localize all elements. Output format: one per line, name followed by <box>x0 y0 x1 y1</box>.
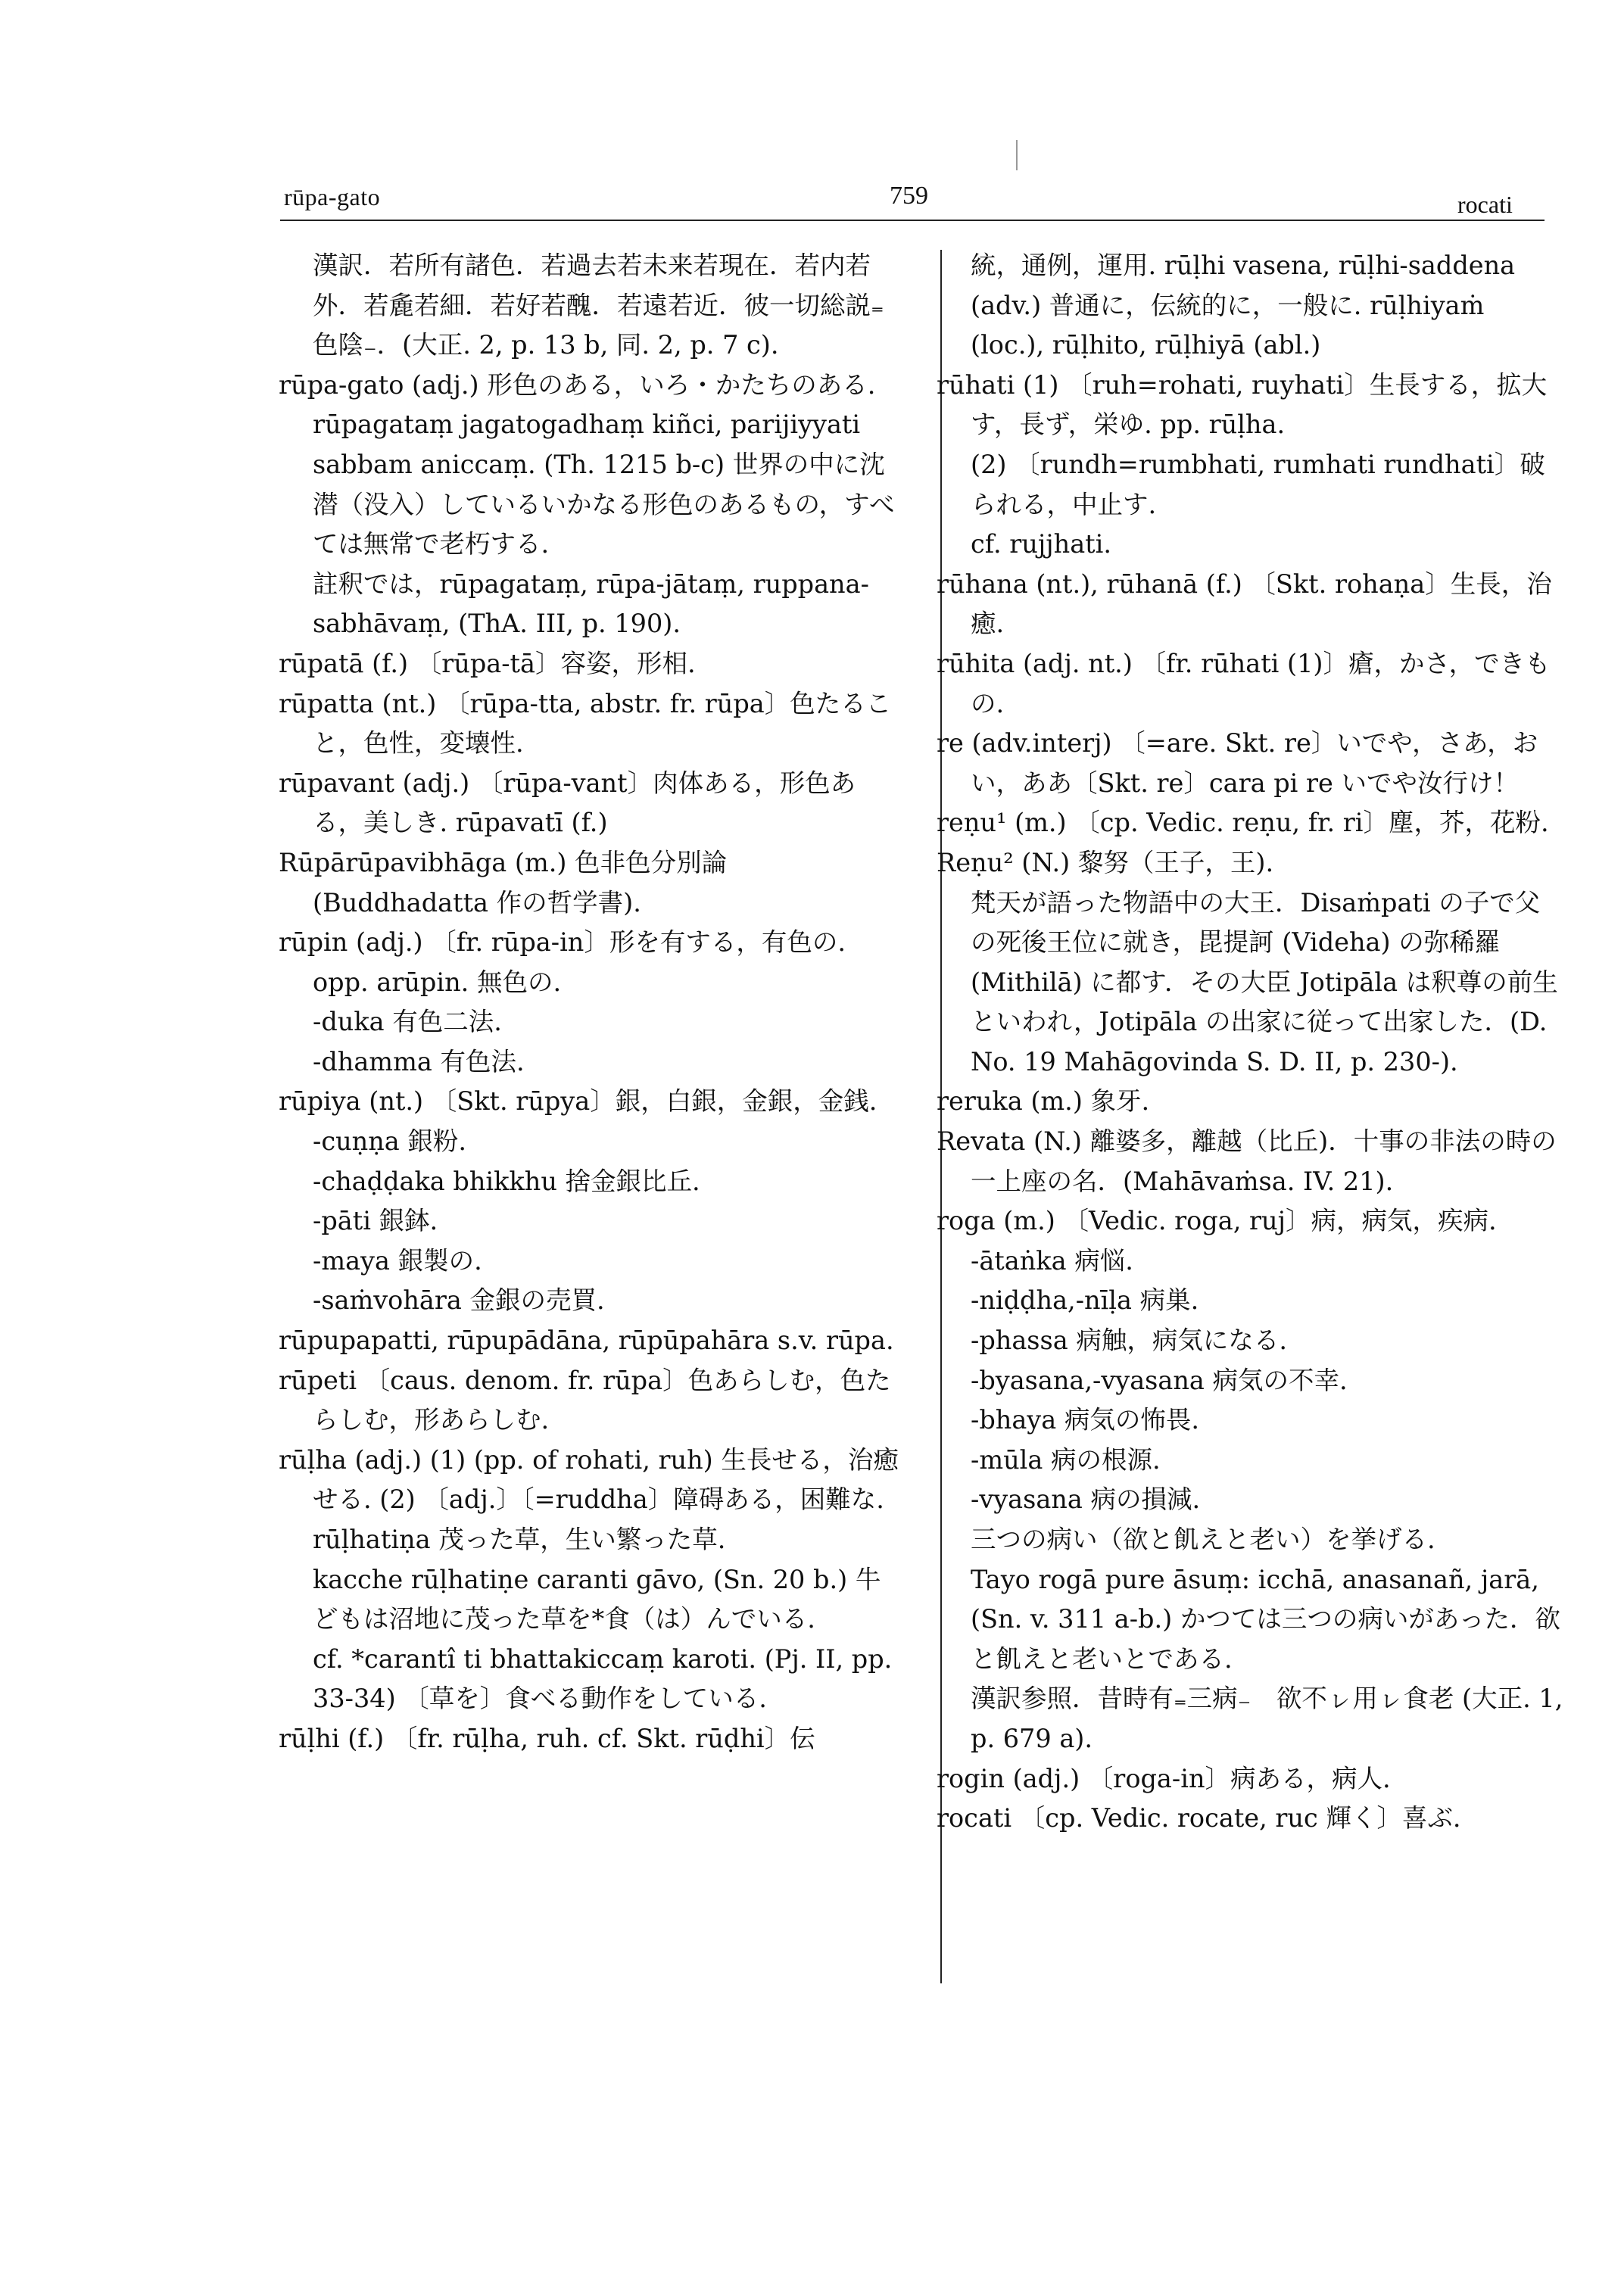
dict-entry: rūpiya (nt.) 〔Skt. rūpya〕銀，白銀，金銀，金銭. <box>279 1086 877 1117</box>
dict-text: -ātaṅka 病悩. <box>971 1245 1133 1276</box>
dict-text: -saṁvohāra 金銀の売買. <box>313 1285 605 1316</box>
dict-text: -niḍḍha,-nīḷa 病巣. <box>971 1285 1199 1316</box>
page-number: 759 <box>890 182 928 210</box>
dict-text: -byasana,-vyasana 病気の不幸. <box>971 1365 1348 1395</box>
running-head-left: rūpa-gato <box>284 183 381 210</box>
dict-text: 三つの病い（欲と飢えと老い）を挙げる. <box>971 1525 1435 1554</box>
dict-text: -pāti 銀鉢. <box>313 1206 438 1236</box>
scan-mark <box>1016 140 1018 170</box>
dict-entry: Rūpārūpavibhāga (m.) 色非色分別論 (Buddhadatta 作の哲学書). <box>279 847 735 918</box>
dict-text: -duka 有色二法. <box>313 1007 502 1037</box>
dict-entry: roga (m.) 〔Vedic. roga, ruj〕病，病気，疾病. <box>937 1206 1497 1236</box>
dict-entry: rūpatā (f.) 〔rūpa-tā〕容姿，形相. <box>279 648 696 678</box>
dict-text: kacche rūḷhatiṇe caranti gāvo, (Sn. 20 b.) 牛どもは沼地に茂った草を*食（は）んでいる. <box>313 1564 881 1634</box>
dict-text: 漢訳参照．昔時有₌三病₋ 欲不ㇾ用ㇾ食老 (大正. 1, p. 679 a). <box>971 1684 1571 1753</box>
dict-text: cf. rujjhati. <box>971 529 1112 559</box>
dict-text: -phassa 病触，病気になる. <box>971 1326 1287 1356</box>
header-rule <box>280 220 1545 221</box>
dict-entry: re (adv.interj) 〔=are. Skt. re〕いでや，さあ，おい，ああ〔Skt. re〕cara pi re いでや汝行け！ <box>937 728 1538 798</box>
dict-text: -cuṇṇa 銀粉. <box>313 1126 467 1157</box>
dict-text: Tayo rogā pure āsuṃ: icchā, anasanañ, jarā, (Sn. v. 311 a-b.) かつては三つの病いがあった．欲と飢えと老いとである. <box>971 1564 1560 1674</box>
dict-entry: rūḷhi (f.) 〔fr. rūḷha, ruh. cf. Skt. rūḍhi〕伝 <box>279 1723 815 1753</box>
dict-text: -vyasana 病の損減. <box>971 1485 1201 1515</box>
running-head-right: rocati <box>1457 191 1513 218</box>
dict-text: rūpagataṃ jagatogadhaṃ kiñci, parijiyyati sabbam aniccaṃ. (Th. 1215 b-c) 世界の中に沈潜（没入）しているいかなる形色のあるもの，すべては無常で老朽する. <box>313 410 895 559</box>
dict-text: 梵天が語った物語中の大王．Disaṁpati の子で父の死後王位に就き，毘提訶 (Videha) の弥稀羅 (Mithilā) に都す．その大臣 Jotipāla は釈尊の前生といわれ，Jotipāla の出家に従って出家した．(D. No. 19 Mahāgovinda S. D. II, p. 230-). <box>971 887 1558 1076</box>
dict-entry: rūḷha (adj.) (1) (pp. of rohati, ruh) 生長せる，治癒せる. (2) 〔adj.〕〔=ruddha〕障碍ある，困難な. rūḷhatiṇa 茂った草，生い繁った草. <box>279 1444 899 1554</box>
dict-text: 註釈では，rūpagataṃ, rūpa-jātaṃ, ruppana-sabhāvaṃ, (ThA. III, p. 190). <box>313 569 869 639</box>
dict-entry: rūhita (adj. nt.) 〔fr. rūhati (1)〕瘡，かさ，できもの. <box>937 648 1551 718</box>
dict-text: (2) 〔rundh=rumbhati, rumhati rundhati〕破られる，中止す. <box>971 449 1545 519</box>
dict-entry: rūpavant (adj.) 〔rūpa-vant〕肉体ある，形色ある，美しき. rūpavatī (f.) <box>279 768 856 838</box>
dict-entry: rūpa-gato (adj.) 形色のある，いろ・かたちのある. <box>279 369 876 400</box>
dict-text: -dhamma 有色法. <box>313 1046 525 1076</box>
dict-text: 漢訳．若所有諸色．若過去若未来若現在．若内若外．若麁若細．若好若醜．若遠若近．彼一切総説₌色陰₋．(大正. 2, p. 13 b, 同. 2, p. 7 c). <box>313 251 884 360</box>
dict-text: -mūla 病の根源. <box>971 1444 1161 1475</box>
dict-text: -bhaya 病気の怖畏. <box>971 1405 1200 1435</box>
dict-text: -chaḍḍaka bhikkhu 捨金銀比丘. <box>313 1166 700 1196</box>
dict-entry: rocati 〔cp. Vedic. rocate, ruc 輝く〕喜ぶ. <box>937 1803 1461 1833</box>
dict-entry: reruka (m.) 象牙. <box>937 1086 1150 1117</box>
dict-entry: rūhati (1) 〔ruh=rohati, ruyhati〕生長する，拡大す，長ず，栄ゆ. pp. rūḷha. <box>937 369 1548 440</box>
dict-entry: rūpupapatti, rūpupādāna, rūpūpahāra s.v. rūpa. <box>279 1326 894 1356</box>
dict-entry: rūpeti 〔caus. denom. fr. rūpa〕色あらしむ，色たらしむ，形あらしむ. <box>279 1365 891 1435</box>
dict-text: 統，通例，運用. rūḷhi vasena, rūḷhi-saddena (adv.) 普通に，伝統的に，一般に. rūḷhiyaṁ (loc.), rūḷhito, rūḷhiyā (abl.) <box>971 251 1523 360</box>
dict-entry: rūhana (nt.), rūhanā (f.) 〔Skt. rohaṇa〕生長，治癒. <box>937 569 1552 639</box>
dict-entry: rūpatta (nt.) 〔rūpa-tta, abstr. fr. rūpa〕色たること，色性，変壊性. <box>279 688 892 759</box>
dict-text: -maya 銀製の. <box>313 1245 482 1276</box>
dict-entry: rūpin (adj.) 〔fr. rūpa-in〕形を有する，有色の. opp. arūpin. 無色の. <box>279 927 854 997</box>
dict-text: cf. *carantî ti bhattakiccaṃ karoti. (Pj. II, pp. 33-34) 〔草を〕食べる動作をしている. <box>313 1643 900 1714</box>
dict-entry: reṇu¹ (m.) 〔cp. Vedic. reṇu, fr. ri〕塵，芥，花粉. <box>937 808 1549 838</box>
left-column <box>279 246 899 1759</box>
dict-entry: rogin (adj.) 〔roga-in〕病ある，病人. <box>937 1763 1391 1793</box>
dict-entry: Revata (N.) 離婆多，離越（比丘)．十事の非法の時の一上座の名．(Mahāvaṁsa. IV. 21). <box>937 1126 1557 1196</box>
dict-entry: Reṇu² (N.) 黎努（王子，王). <box>937 847 1274 877</box>
right-column <box>937 246 1571 1839</box>
